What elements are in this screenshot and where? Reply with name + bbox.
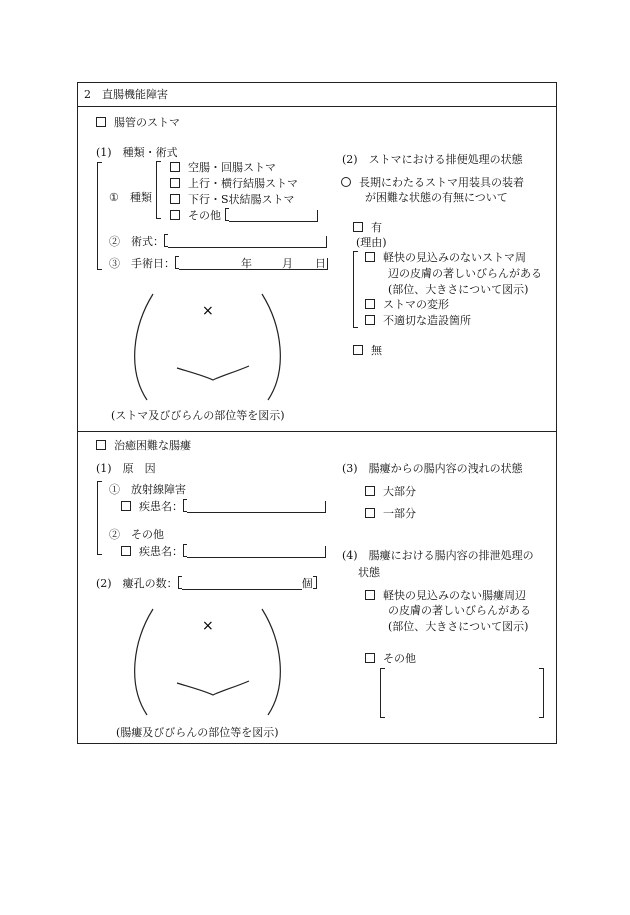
fistula-count-field[interactable] <box>182 578 302 590</box>
stoma-reason-1-line3: (部位、大きさについて図示) <box>388 283 529 296</box>
fistula-q4-label-line1: (4) 腸瘻における腸内容の排泄処理の <box>342 549 534 562</box>
fistula-q4-checkbox-2[interactable] <box>365 653 375 663</box>
stoma-q2-no-checkbox[interactable] <box>353 345 363 355</box>
title-divider <box>77 106 557 107</box>
fistula-disease-field-2[interactable] <box>187 546 326 558</box>
stoma-q2-yes-label: 有 <box>371 221 382 234</box>
stoma-reason-checkbox-2[interactable] <box>365 299 375 309</box>
fistula-other-field[interactable] <box>386 670 538 716</box>
stoma-q2-question-line1: 長期にわたるストマ用装具の装着 <box>341 176 524 189</box>
fistula-q1-bracket <box>97 481 102 555</box>
fistula-checkbox[interactable] <box>96 440 106 450</box>
fistula-disease-checkbox-1[interactable] <box>121 501 131 511</box>
fistula-heading: 治癒困難な腸瘻 <box>114 439 191 452</box>
fistula-leak-option-1[interactable]: 大部分 <box>365 485 416 498</box>
stoma-type-checkbox-1[interactable] <box>170 162 180 172</box>
stoma-reason-option-1[interactable]: 軽快の見込みのないストマ周 <box>365 251 526 264</box>
fistula-q4-checkbox-1[interactable] <box>365 590 375 600</box>
fistula-q4-opt1-line3: (部位、大きさについて図示) <box>388 620 529 633</box>
stoma-type-num: ① <box>109 191 119 204</box>
stoma-figure-caption: (ストマ及びびらんの部位等を図示) <box>111 409 285 422</box>
stoma-type-option-3[interactable] <box>170 193 295 206</box>
stoma-date-field[interactable] <box>179 258 328 270</box>
stoma-checkbox[interactable] <box>96 117 106 127</box>
fistula-disease-row-1: 疾患名： <box>121 499 326 513</box>
stoma-q2-no-option[interactable] <box>353 344 382 357</box>
fistula-body-figure[interactable] <box>125 605 290 720</box>
stoma-heading-row <box>96 116 180 129</box>
stoma-body-figure[interactable] <box>125 290 290 405</box>
fistula-cause-1: ① 放射線障害 <box>109 483 186 496</box>
stoma-type-option-1[interactable] <box>170 161 276 174</box>
fistula-disease-checkbox-2[interactable] <box>121 546 131 556</box>
section-title: 2 直腸機能障害 <box>84 88 168 101</box>
fistula-count-label: (2) 瘻孔の数： <box>96 577 178 590</box>
stoma-reason-option-3[interactable]: 不適切な造設箇所 <box>365 314 471 327</box>
stoma-q1-label: (1) 種類・術式 <box>96 146 178 159</box>
fistula-q4-option-2[interactable]: その他 <box>365 652 416 665</box>
stoma-type-label-2: 上行・横行結腸ストマ <box>188 177 298 190</box>
stoma-q2-yes-checkbox[interactable] <box>353 222 363 232</box>
fistula-q4-label-line2: 状態 <box>358 566 380 579</box>
fistula-leak-option-2[interactable]: 一部分 <box>365 507 416 520</box>
section-divider <box>77 431 557 432</box>
fistula-q4-opt1-line2: の皮膚の著しいびらんがある <box>388 604 531 617</box>
stoma-q2-yes-option[interactable] <box>353 221 382 234</box>
stoma-mark: × <box>202 303 214 319</box>
stoma-reason-1-line2: 辺の皮膚の著しいびらんがある <box>388 267 542 280</box>
stoma-q2-label: (2) ストマにおける排便処理の状態 <box>342 153 523 166</box>
fistula-other-bracket-left <box>380 668 385 718</box>
stoma-q2-question-line2: が困難な状態の有無について <box>365 191 508 204</box>
fistula-leak-checkbox-1[interactable] <box>365 486 375 496</box>
fistula-cause-2: ② その他 <box>109 528 164 541</box>
stoma-type-checkbox-3[interactable] <box>170 194 180 204</box>
fistula-q1-label: (1) 原 因 <box>96 462 156 475</box>
stoma-reason-option-2[interactable]: ストマの変形 <box>365 298 449 311</box>
stoma-type-label-3: 下行・S状結腸ストマ <box>188 193 295 206</box>
stoma-type-checkbox-2[interactable] <box>170 178 180 188</box>
stoma-q2-no-label: 無 <box>371 344 382 357</box>
stoma-procedure-field[interactable] <box>168 236 327 248</box>
fistula-disease-field-1[interactable] <box>187 501 326 513</box>
stoma-date-day: 日 <box>315 257 326 270</box>
stoma-reason-checkbox-3[interactable] <box>365 315 375 325</box>
stoma-date-row <box>109 256 328 270</box>
stoma-type-option-4[interactable] <box>170 208 318 222</box>
fistula-mark: × <box>202 618 214 634</box>
stoma-q1-bracket <box>97 162 102 270</box>
fistula-disease-row-2: 疾患名： <box>121 544 326 558</box>
fistula-q3-label: (3) 腸瘻からの腸内容の洩れの状態 <box>342 462 523 475</box>
stoma-type-label-4: その他 <box>188 209 221 222</box>
stoma-q2-reason-bracket <box>353 251 358 328</box>
fistula-count-close <box>313 576 317 589</box>
stoma-date-year: 年 <box>241 257 252 270</box>
stoma-q2-reason-label: (理由) <box>356 236 387 249</box>
stoma-type-label-1: 空腸・回腸ストマ <box>188 161 276 174</box>
stoma-type-bracket <box>156 161 161 219</box>
stoma-heading: 腸管のストマ <box>114 116 180 129</box>
fistula-count-row <box>96 576 317 590</box>
stoma-procedure-label: ② 術式： <box>109 235 164 248</box>
stoma-date-month: 月 <box>282 257 293 270</box>
stoma-procedure-row <box>109 234 327 248</box>
fistula-heading-row <box>96 439 191 452</box>
stoma-q2-bullet <box>341 177 351 187</box>
fistula-count-unit: 個 <box>301 577 313 590</box>
stoma-reason-checkbox-1[interactable] <box>365 252 375 262</box>
stoma-type-option-2[interactable] <box>170 177 298 190</box>
fistula-figure-caption: (腸瘻及びびらんの部位等を図示) <box>116 726 279 739</box>
stoma-type-other-field[interactable] <box>229 210 318 222</box>
fistula-other-bracket-right <box>539 668 544 718</box>
fistula-leak-checkbox-2[interactable] <box>365 508 375 518</box>
stoma-type-checkbox-4[interactable] <box>170 210 180 220</box>
stoma-date-label: ③ 手術日： <box>109 257 175 270</box>
fistula-q4-option-1[interactable]: 軽快の見込みのない腸瘻周辺 <box>365 589 526 602</box>
stoma-type-label: 種類 <box>130 191 152 204</box>
